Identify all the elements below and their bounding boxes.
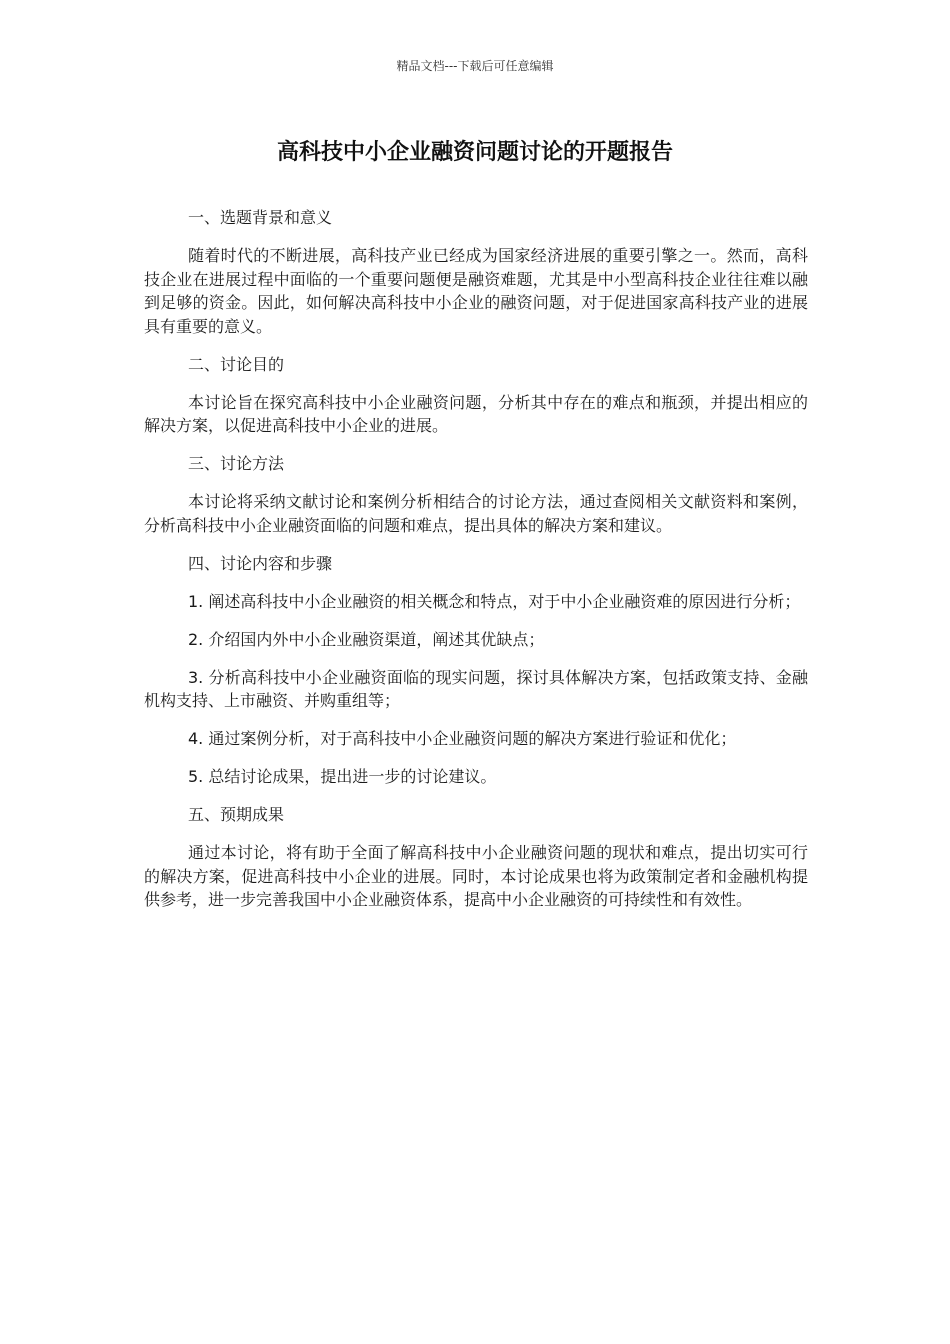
document-body [144,206,808,926]
list-item-step-5: 5. 总结讨论成果，提出进一步的讨论建议。 [188,767,497,786]
paragraph-method: 本讨论将采纳文献讨论和案例分析相结合的讨论方法，通过查阅相关文献资料和案例，分析高科技中小企业融资面临的问题和难点，提出具体的解决方案和建议。 [144,492,808,535]
section-heading-purpose: 二、讨论目的 [188,354,285,374]
document-title: 高科技中小企业融资问题讨论的开题报告 [276,140,673,165]
list-item-step-4: 4. 通过案例分析，对于高科技中小企业融资问题的解决方案进行验证和优化； [188,729,737,748]
paragraph-expected-results: 通过本讨论，将有助于全面了解高科技中小企业融资问题的现状和难点，提出切实可行的解决方案，促进高科技中小企业的进展。同时，本讨论成果也将为政策制定者和金融机构提供参考，进一步完善我国中小企业融资体系，提高中小企业融资的可持续性和有效性。 [144,843,808,909]
list-item-step-2: 2. 介绍国内外中小企业融资渠道，阐述其优缺点； [188,629,545,649]
section-heading-method: 三、讨论方法 [188,454,285,473]
list-item-step-1: 1. 阐述高科技中小企业融资的相关概念和特点，对于中小企业融资难的原因进行分析； [188,591,801,611]
list-item-step-3: 3. 分析高科技中小企业融资面临的现实问题，探讨具体解决方案，包括政策支持、金融机构支持、上市融资、并购重组等； [144,667,808,710]
section-heading-content-steps: 四、讨论内容和步骤 [188,553,333,573]
section-heading-expected-results: 五、预期成果 [188,805,285,824]
page-header: 精品文档---下载后可任意编辑 [396,59,554,73]
paragraph-background: 随着时代的不断进展，高科技产业已经成为国家经济进展的重要引擎之一。然而，高科技企业在进展过程中面临的一个重要问题便是融资难题，尤其是中小型高科技企业往往难以融到足够的资金。因此，如何解决高科技中小企业的融资问题，对于促进国家高科技产业的进展具有重要的意义。 [144,246,808,336]
section-heading-background: 一、选题背景和意义 [188,208,333,227]
paragraph-purpose: 本讨论旨在探究高科技中小企业融资问题，分析其中存在的难点和瓶颈，并提出相应的解决方案，以促进高科技中小企业的进展。 [144,392,808,435]
